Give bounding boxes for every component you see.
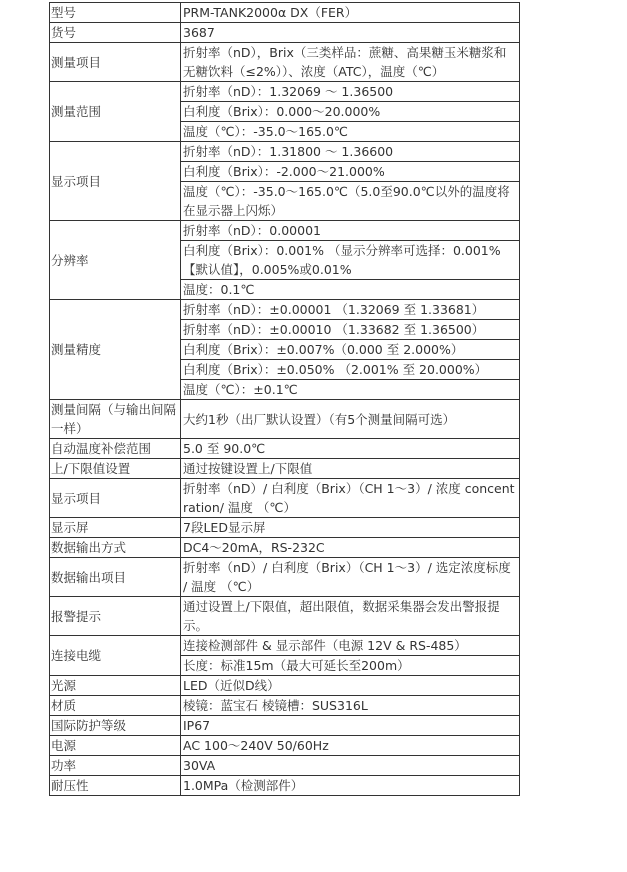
table-row: [50, 23, 520, 43]
row-value: 白利度（Brix）：±0.007%（0.000 至 2.000%）: [181, 340, 520, 360]
table-row: [50, 82, 520, 102]
row-value: 30VA: [181, 756, 520, 776]
row-value: 连接检测部件 & 显示部件（电源 12V & RS-485）: [181, 636, 520, 656]
table-row: [50, 142, 520, 162]
table-row: [50, 558, 520, 597]
row-value: 大约1秒（出厂默认设置）（有5个测量间隔可选）: [181, 400, 520, 439]
table-row: [50, 736, 520, 756]
row-label: 耐压性: [50, 776, 181, 796]
row-value: 折射率（nD）/ 白利度（Brix）（CH 1～3）/ 浓度 concentration/ 温度 （℃）: [181, 479, 520, 518]
row-value: 5.0 至 90.0℃: [181, 439, 520, 459]
row-label: 功率: [50, 756, 181, 776]
row-label: 测量间隔（与输出间隔一样）: [50, 400, 181, 439]
row-label: 货号: [50, 23, 181, 43]
row-label: 测量精度: [50, 300, 181, 400]
row-value: 7段LED显示屏: [181, 518, 520, 538]
row-value: LED（近似D线）: [181, 676, 520, 696]
table-row: [50, 696, 520, 716]
table-row: [50, 776, 520, 796]
spec-table: [49, 2, 520, 796]
row-value: 通过按键设置上/下限值: [181, 459, 520, 479]
row-value: 折射率（nD），Brix（三类样品：蔗糖、高果糖玉米糖浆和无糖饮料（≤2%））、浓度（ATC），温度（℃）: [181, 43, 520, 82]
row-label: 测量范围: [50, 82, 181, 142]
row-label: 连接电缆: [50, 636, 181, 676]
row-label: 电源: [50, 736, 181, 756]
row-label: 上/下限值设置: [50, 459, 181, 479]
spec-table-body: [50, 3, 520, 796]
table-row: [50, 221, 520, 241]
row-value: 1.0MPa（检测部件）: [181, 776, 520, 796]
row-value: 折射率（nD）/ 白利度（Brix）（CH 1～3）/ 选定浓度标度 / 温度 （℃）: [181, 558, 520, 597]
table-row: [50, 518, 520, 538]
row-label: 自动温度补偿范围: [50, 439, 181, 459]
row-value: IP67: [181, 716, 520, 736]
row-label: 显示项目: [50, 479, 181, 518]
table-row: [50, 3, 520, 23]
row-value: 折射率（nD）：1.32069 ～ 1.36500: [181, 82, 520, 102]
row-label: 国际防护等级: [50, 716, 181, 736]
row-value: 折射率（nD）：±0.00001 （1.32069 至 1.33681）: [181, 300, 520, 320]
row-value: DC4～20mA，RS-232C: [181, 538, 520, 558]
table-row: [50, 459, 520, 479]
table-row: [50, 400, 520, 439]
row-label: 数据输出项目: [50, 558, 181, 597]
row-label: 显示项目: [50, 142, 181, 221]
row-value: 折射率（nD）：±0.00010 （1.33682 至 1.36500）: [181, 320, 520, 340]
table-row: [50, 756, 520, 776]
row-value: AC 100～240V 50/60Hz: [181, 736, 520, 756]
row-label: 材质: [50, 696, 181, 716]
row-value: 白利度（Brix）：±0.050% （2.001% 至 20.000%）: [181, 360, 520, 380]
row-value: 白利度（Brix）：0.000～20.000%: [181, 102, 520, 122]
row-label: 测量项目: [50, 43, 181, 82]
row-value: 通过设置上/下限值，超出限值，数据采集器会发出警报提示。: [181, 597, 520, 636]
table-row: [50, 636, 520, 656]
row-value: 温度（℃）：-35.0～165.0℃: [181, 122, 520, 142]
row-value: 白利度（Brix）：-2.000～21.000%: [181, 162, 520, 182]
row-label: 数据输出方式: [50, 538, 181, 558]
table-row: [50, 538, 520, 558]
row-label: 分辨率: [50, 221, 181, 300]
table-row: [50, 676, 520, 696]
row-value: 长度：标准15m（最大可延长至200m）: [181, 656, 520, 676]
row-label: 型号: [50, 3, 181, 23]
row-value: 3687: [181, 23, 520, 43]
row-value: 折射率（nD）：0.00001: [181, 221, 520, 241]
table-row: [50, 439, 520, 459]
row-value: 棱镜：蓝宝石 棱镜槽：SUS316L: [181, 696, 520, 716]
row-value: PRM-TANK2000α DX（FER）: [181, 3, 520, 23]
table-row: [50, 300, 520, 320]
row-label: 显示屏: [50, 518, 181, 538]
table-row: [50, 597, 520, 636]
row-value: 白利度（Brix）：0.001% （显示分辨率可选择：0.001%【默认值】，0.005%或0.01%: [181, 241, 520, 280]
table-row: [50, 716, 520, 736]
table-row: [50, 43, 520, 82]
table-row: [50, 479, 520, 518]
row-value: 温度：0.1℃: [181, 280, 520, 300]
row-value: 温度（℃）：-35.0～165.0℃（5.0至90.0℃以外的温度将在显示器上闪烁）: [181, 182, 520, 221]
row-label: 光源: [50, 676, 181, 696]
row-label: 报警提示: [50, 597, 181, 636]
row-value: 温度（℃）：±0.1℃: [181, 380, 520, 400]
row-value: 折射率（nD）：1.31800 ～ 1.36600: [181, 142, 520, 162]
